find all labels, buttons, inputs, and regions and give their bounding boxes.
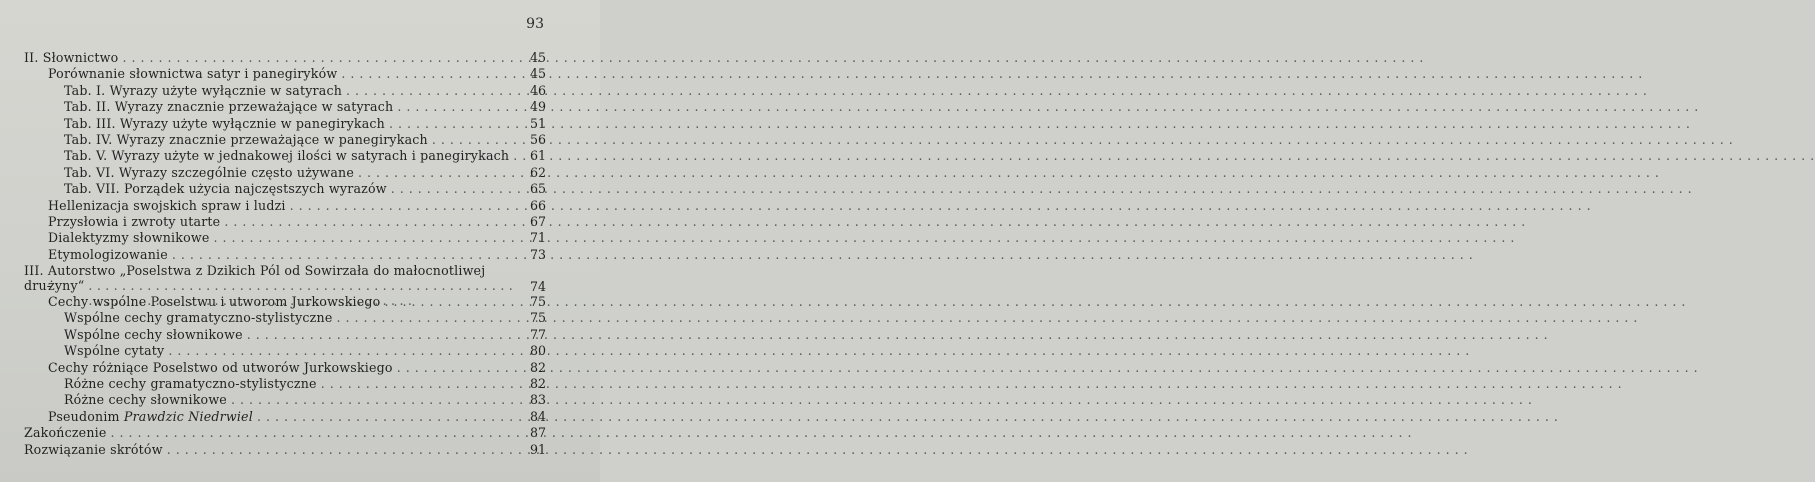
toc-entry-label: Tab. VI. Wyrazy szczególnie często używane (64, 164, 355, 180)
toc-entry-label: Różne cechy słownikowe (64, 392, 227, 408)
toc-entry-label: Tab. V. Wyrazy użyte w jednakowej ilości w satyrach i panegirykach (64, 148, 510, 164)
toc-entry-label: II. Słownictwo (24, 50, 119, 65)
toc-entry-page: 49 (529, 99, 546, 115)
toc-entry-page: 87 (529, 425, 546, 441)
toc-entry-page: 67 (529, 213, 546, 229)
toc-entry (24, 263, 546, 294)
toc-entry-page: 46 (529, 82, 546, 98)
toc-entry (24, 99, 546, 115)
toc-entry-page: 45 (529, 66, 546, 82)
toc-entry (24, 392, 546, 408)
toc-entry (24, 409, 546, 425)
toc-entry-label: Zakończenie (24, 425, 107, 441)
toc-entry-page: 91 (529, 441, 546, 457)
toc-entry-label: Tab. IV. Wyrazy znacznie przeważające w panegirykach (64, 131, 428, 147)
toc-entry-page: 65 (529, 181, 546, 197)
toc-entry (24, 165, 546, 181)
toc-entry (24, 294, 546, 310)
toc-entry-page: 82 (529, 376, 546, 392)
toc-entry-label-line1: III. Autorstwo „Poselstwa z Dzikich Pól od Sowirzała do małocnotliwej dru- (24, 263, 486, 294)
toc-entry (24, 230, 546, 246)
toc-entry (24, 247, 546, 263)
page-number: 93 (526, 16, 544, 32)
toc-entry (24, 132, 546, 148)
toc-entry-page: 61 (529, 148, 546, 164)
toc-entry-label-line2: żyny“ . . . (24, 278, 516, 293)
toc-entry-page: 71 (529, 230, 546, 246)
toc-entry (24, 343, 546, 359)
toc-entry-page: 56 (529, 131, 546, 147)
toc-entry-page: 83 (529, 392, 546, 408)
toc-entry-label: Przysłowia i zwroty utarte (48, 213, 221, 229)
toc-entry (24, 181, 546, 197)
toc-entry (24, 148, 546, 164)
toc-entry-page: 51 (529, 115, 546, 131)
toc-entry-page: 62 (529, 164, 546, 180)
toc-entry-label: Tab. I. Wyrazy użyte wyłącznie w satyrach (64, 82, 343, 98)
toc-entry-page: 75 (529, 310, 546, 326)
toc-entry (24, 198, 546, 214)
toc-entry-label: Tab. III. Wyrazy użyte wyłącznie w panegirykach (64, 115, 385, 131)
toc-entry-label: Wspólne cechy gramatyczno-stylistyczne (64, 310, 333, 326)
toc-entry-page: 75 (529, 294, 546, 310)
toc-entry-page: 80 (529, 343, 546, 359)
toc-entry-label: Etymologizowanie (48, 246, 168, 262)
toc-entry (24, 214, 546, 230)
toc-entry (24, 376, 546, 392)
toc-entry-page: 84 (529, 408, 546, 424)
toc-entry (24, 310, 546, 326)
toc-entry-page: 45 (529, 50, 546, 65)
toc-entry (24, 83, 546, 99)
toc-entry-label-plain: Pseudonim (48, 408, 124, 424)
toc-entry-label: Rozwiązanie skrótów (24, 441, 163, 457)
toc-entry-label: Różne cechy gramatyczno-stylistyczne (64, 376, 317, 392)
toc-entry-page: 74 (529, 279, 546, 295)
toc-entry (24, 50, 546, 66)
toc-entry (24, 442, 546, 458)
toc-entry-page: 73 (529, 246, 546, 262)
book-page (0, 0, 600, 482)
toc-entry-label: Porównanie słownictwa satyr i panegiryków (48, 66, 338, 82)
toc-entry-label: Wspólne cechy słownikowe (64, 326, 243, 342)
toc-entry (24, 116, 546, 132)
toc-entry-label: Tab. II. Wyrazy znacznie przeważające w satyrach (64, 99, 394, 115)
toc-entry-label: Wspólne cytaty (64, 343, 165, 359)
toc-entry (24, 425, 546, 441)
toc-entry-label: Tab. VII. Porządek użycia najczęstszych wyrazów (64, 181, 387, 197)
toc-entry-label (48, 409, 253, 424)
toc-entry (24, 327, 546, 343)
toc-entry-label: Dialektyzmy słownikowe (48, 230, 210, 246)
table-of-contents (24, 50, 546, 458)
toc-entry-page: 82 (529, 359, 546, 375)
toc-entry-label: Cechy różniące Poselstwo od utworów Jurkowskiego (48, 359, 393, 375)
toc-entry-page: 77 (529, 326, 546, 342)
toc-entry-page: 66 (529, 197, 546, 213)
toc-entry-label: Hellenizacja swojskich spraw i ludzi (48, 197, 286, 213)
toc-entry-label: Cechy wspólne Poselstwu i utworom Jurkowskiego (48, 294, 381, 310)
toc-entry (24, 360, 546, 376)
toc-entry-label-italic: Prawdzic Niedrwiel (123, 408, 253, 424)
toc-entry (24, 66, 546, 82)
